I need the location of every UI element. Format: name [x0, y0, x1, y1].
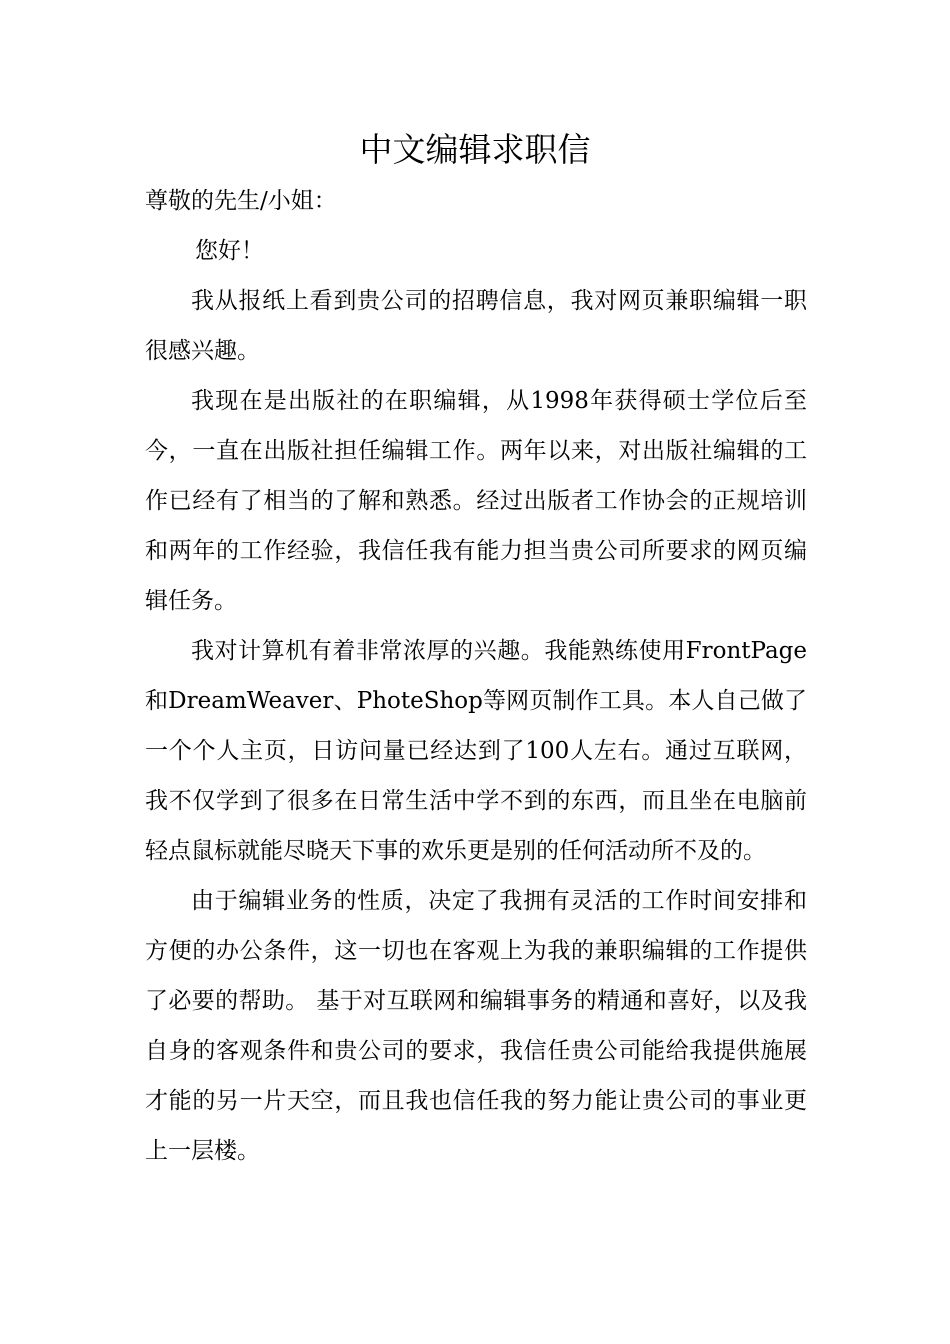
salutation: 尊敬的先生/小姐： [145, 188, 337, 214]
paragraph-computer-skills: 我对计算机有着非常浓厚的兴趣。我能熟练使用FrontPage和DreamWeaver、PhoteShop等网页制作工具。本人自己做了一个个人主页，日访问量已经达到了100人左右。通过互联网，我不仅学到了很多在日常生活中学不到的东西，而且坐在电脑前轻点鼠标就能尽晓天下事的欢乐更是别的任何活动所不及的。 [145, 638, 807, 864]
paragraph-interest: 我从报纸上看到贵公司的招聘信息，我对网页兼职编辑一职很感兴趣。 [145, 288, 807, 364]
letter-body [145, 176, 807, 1176]
paragraph-conditions: 由于编辑业务的性质，决定了我拥有灵活的工作时间安排和方便的办公条件，这一切也在客观上为我的兼职编辑的工作提供了必要的帮助。 基于对互联网和编辑事务的精通和喜好，以及我自身的客观条件和贵公司的要求，我信任贵公司能给我提供施展才能的另一片天空，而且我也信任我的努力能让贵公司的事业更上一层楼。 [145, 888, 807, 1164]
paragraph-experience: 我现在是出版社的在职编辑，从1998年获得硕士学位后至今，一直在出版社担任编辑工作。两年以来，对出版社编辑的工作已经有了相当的了解和熟悉。经过出版者工作协会的正规培训和两年的工作经验，我信任我有能力担当贵公司所要求的网页编辑任务。 [145, 388, 807, 614]
document-title: 中文编辑求职信 [359, 130, 591, 169]
greeting: 您好！ [195, 238, 264, 264]
